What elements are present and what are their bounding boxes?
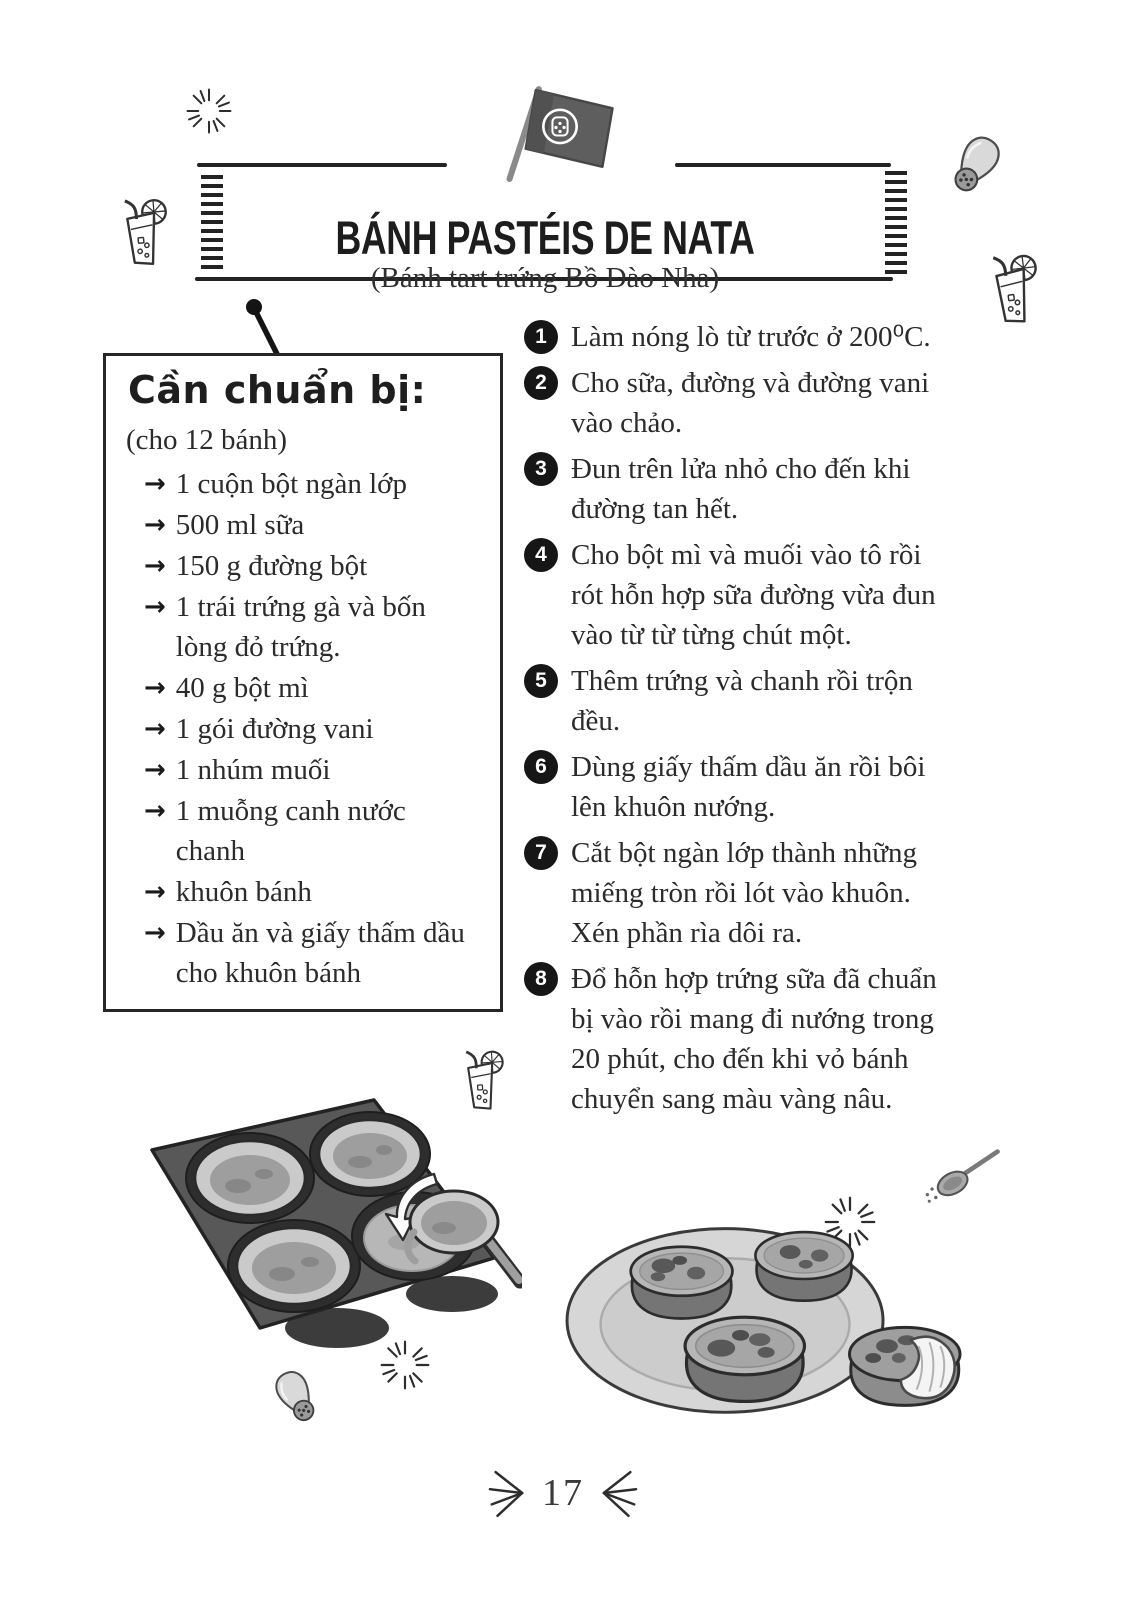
arrow-bullet-icon: → xyxy=(144,469,166,499)
step-number-badge: 8 xyxy=(524,962,558,996)
page-number: 17 xyxy=(542,1472,584,1514)
step-number-badge: 4 xyxy=(524,538,558,572)
sparkle-icon xyxy=(186,88,232,134)
step-item: 5 Thêm trứng và chanh rồi trộn đều. xyxy=(524,661,956,741)
banner-rule xyxy=(675,163,891,167)
list-item: → 1 nhúm muối xyxy=(144,750,500,790)
page-arrow-right-icon xyxy=(600,1468,638,1518)
ingredients-heading: Cần chuẩn bị: xyxy=(128,368,427,412)
page-arrow-left-icon xyxy=(488,1468,526,1518)
arrow-bullet-icon: → xyxy=(144,510,166,540)
list-item: → Dầu ăn và giấy thấm dầu cho khuôn bánh xyxy=(144,913,500,993)
sugar-spoon-icon xyxy=(920,1146,1004,1204)
arrow-bullet-icon: → xyxy=(144,877,166,907)
list-item: → khuôn bánh xyxy=(144,872,500,912)
arrow-bullet-icon: → xyxy=(144,551,166,581)
step-number-badge: 2 xyxy=(524,366,558,400)
step-number-badge: 6 xyxy=(524,750,558,784)
list-item: → 500 ml sữa xyxy=(144,505,500,545)
salt-shaker-icon xyxy=(260,1359,332,1433)
step-item: 3 Đun trên lửa nhỏ cho đến khi đường tan hết. xyxy=(524,449,956,529)
page-title: BÁNH PASTÉIS DE NATA xyxy=(335,211,755,265)
step-number-badge: 3 xyxy=(524,452,558,486)
page-footer xyxy=(0,1468,1126,1518)
step-item: 1 Làm nóng lò từ trước ở 200⁰C. xyxy=(524,317,956,357)
page-subtitle: (Bánh tart trứng Bồ Đào Nha) xyxy=(370,262,720,294)
step-item: 2 Cho sữa, đường và đường vani vào chảo. xyxy=(524,363,956,443)
lemon-drink-icon xyxy=(978,247,1047,332)
list-item: → 1 trái trứng gà và bốn lòng đỏ trứng. xyxy=(144,587,500,667)
banner-rule xyxy=(197,163,447,167)
muffin-tray-illustration xyxy=(122,1070,522,1350)
step-item: 7 Cắt bột ngàn lớp thành những miếng tròn rồi lót vào khuôn. Xén phần rìa dôi ra. xyxy=(524,833,956,953)
arrow-bullet-icon: → xyxy=(144,592,166,622)
ingredients-box xyxy=(103,353,503,1012)
list-item: → 1 cuộn bột ngàn lớp xyxy=(144,464,500,504)
list-item: → 150 g đường bột xyxy=(144,546,500,586)
arrow-bullet-icon: → xyxy=(144,673,166,703)
lemon-drink-icon xyxy=(111,192,175,273)
title-banner xyxy=(195,163,895,294)
list-item: → 1 gói đường vani xyxy=(144,709,500,749)
arrow-bullet-icon: → xyxy=(144,755,166,785)
list-item: → 1 muỗng canh nước chanh xyxy=(144,791,500,871)
step-number-badge: 1 xyxy=(524,320,558,354)
salt-shaker-icon xyxy=(937,123,1015,205)
steps-list xyxy=(524,317,956,1125)
step-number-badge: 7 xyxy=(524,836,558,870)
arrow-bullet-icon: → xyxy=(144,918,166,948)
step-item: 4 Cho bột mì và muối vào tô rồi rót hỗn hợp sữa đường vừa đun vào từ từ từng chút một. xyxy=(524,535,956,655)
egg-tarts-plate-illustration xyxy=(565,1200,970,1437)
banner-dashes xyxy=(885,171,907,275)
arrow-bullet-icon: → xyxy=(144,714,166,744)
banner-dashes xyxy=(201,175,223,273)
step-number-badge: 5 xyxy=(524,664,558,698)
step-item: 6 Dùng giấy thấm dầu ăn rồi bôi lên khuôn nướng. xyxy=(524,747,956,827)
ingredients-list xyxy=(106,464,500,993)
ingredients-serving: (cho 12 bánh) xyxy=(126,424,288,456)
arrow-bullet-icon: → xyxy=(144,796,166,826)
step-item: 8 Đổ hỗn hợp trứng sữa đã chuẩn bị vào rồi mang đi nướng trong 20 phút, cho đến khi vỏ bánh chuyển sang màu vàng nâu. xyxy=(524,959,956,1119)
sparkle-icon xyxy=(380,1340,430,1390)
list-item: → 40 g bột mì xyxy=(144,668,500,708)
